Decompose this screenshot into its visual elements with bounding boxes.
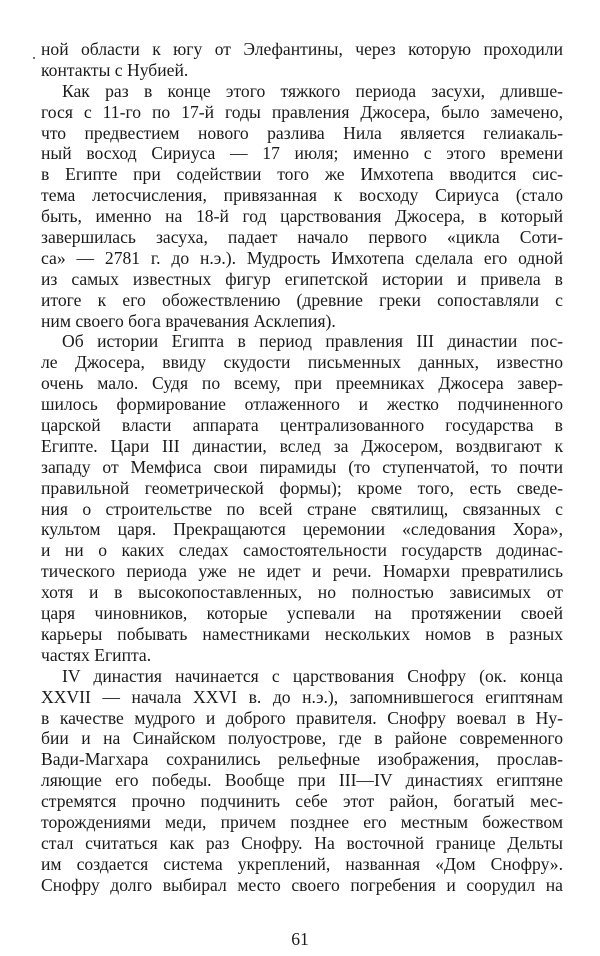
text-line: бии и на Синайском полуострове, где в районе современного [41, 728, 563, 749]
text-line: стал считаться как раз Снофру. На восточной границе Дельты [41, 832, 563, 853]
text-line: частях Египта. [41, 644, 152, 665]
text-line: Снофру долго выбирал место своего погребения и соорудил на [41, 874, 563, 895]
text-line: ним своего бога врачевания Асклепия). [41, 310, 336, 331]
text-line: быть, именно на 18-й год царствования Джосера, в который [41, 206, 563, 227]
text-line: в Египте при содействии того же Имхотепа вводится сис- [41, 164, 563, 185]
text-line: Как раз в конце этого тяжкого периода засухи, дливше- [62, 80, 563, 101]
text-line: контакты с Нубией. [41, 59, 189, 80]
text-line: правильной геометрической формы); кроме того, есть сведе- [41, 477, 563, 498]
text-line: что предвестием нового разлива Нила является гелиакаль- [41, 122, 563, 143]
text-line: царской власти аппарата централизованного государства в [41, 415, 563, 436]
text-line: гося с 11-го по 17-й годы правления Джосера, было замечено, [41, 101, 563, 122]
text-line: тического периода уже не идет и речи. Номархи превратились [41, 561, 563, 582]
paragraph [41, 39, 563, 81]
text-line: очень мало. Судя по всему, при преемниках Джосера завер- [41, 373, 563, 394]
text-line: IV династия начинается с царствования Снофру (ок. конца [62, 665, 563, 686]
text-line: стремятся прочно подчинить себе этот район, богатый мес- [41, 791, 563, 812]
text-line: Египте. Цари III династии, вслед за Джосером, воздвигают к [41, 435, 563, 456]
text-line: в качестве мудрого и доброго правителя. Снофру воевал в Ну- [41, 707, 563, 728]
text-line: ной области к югу от Элефантины, через которую проходили [41, 39, 563, 59]
text-line: ный восход Сириуса — 17 июля; именно с этого времени [41, 143, 563, 164]
text-line: тема летосчисления, привязанная к восходу Сириуса (стало [41, 185, 563, 206]
paragraph [41, 331, 563, 665]
text-line: Об истории Египта в период правления III династии пос- [62, 331, 563, 352]
text-line: завершилась засуха, падает начало первого «цикла Соти- [41, 227, 563, 248]
page-number: 61 [291, 929, 309, 949]
text-line: шилось формирование отлаженного и жестко подчиненного [41, 394, 563, 415]
text-line: хотя и в высокопоставленных, но полностью зависимых от [41, 582, 563, 603]
text-line: и ни о каких следах самостоятельности государств додинас- [41, 540, 563, 561]
text-line: торождениями меди, причем позднее его местным божеством [41, 811, 563, 832]
text-line: им создается система укреплений, названная «Дом Снофру». [41, 853, 563, 874]
text-line: ния о строительстве по всей стране святилищ, связанных с [41, 498, 563, 519]
text-line: итоге к его обожествлению (древние греки сопоставляли с [41, 289, 563, 310]
body-text [41, 39, 563, 896]
text-line: ле Джосера, ввиду скудости письменных данных, известно [41, 352, 563, 373]
text-line: западу от Мемфиса свои пирамиды (то ступенчатой, то почти [41, 456, 563, 477]
text-line: ляющие его победы. Вообще при III—IV династиях египтяне [41, 770, 563, 791]
text-line: XXVII — начала XXVI в. до н.э.), запомнившегося египтянам [41, 686, 563, 707]
text-line: карьеры побывать наместниками нескольких номов в разных [41, 623, 563, 644]
text-line: культом царя. Прекращаются церемонии «следования Хора», [41, 519, 563, 540]
text-line: са» — 2781 г. до н.э.). Мудрость Имхотепа сделала его одной [41, 247, 563, 268]
text-line: из самых известных фигур египетской истории и привела в [41, 268, 563, 289]
paragraph [41, 81, 563, 332]
scan-speck [33, 57, 35, 59]
paragraph [41, 666, 563, 896]
text-line: царя чиновников, которые успевали на протяжении своей [41, 603, 563, 624]
text-line: Вади-Магхара сохранились рельефные изображения, прослав- [41, 749, 563, 770]
